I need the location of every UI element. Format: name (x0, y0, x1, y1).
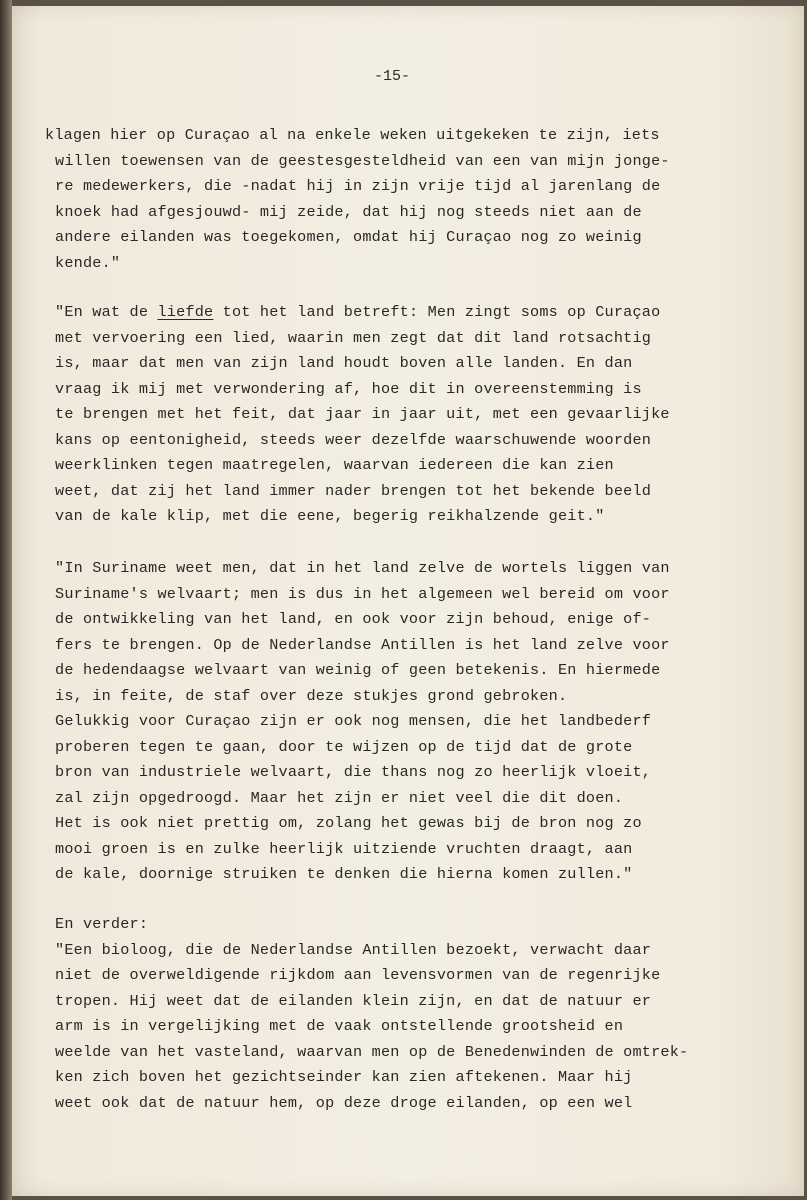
underlined-word: liefde (157, 303, 214, 321)
text-line: andere eilanden was toegekomen, omdat hij Curaçao nog zo weinig (55, 228, 642, 246)
text-line: fers te brengen. Op de Nederlandse Antillen is het land zelve voor (55, 635, 670, 654)
text-line: is, in feite, de staf over deze stukjes grond gebroken. (55, 686, 568, 705)
paragraph-3 (55, 558, 670, 883)
text-line-with-underline: "En wat de liefde tot het land betreft: Men zingt soms op Curaçao (55, 303, 661, 321)
page-number: -15- (373, 68, 410, 85)
text-line: proberen tegen te gaan, door te wijzen op de tijd dat de grote (55, 737, 633, 756)
text-line: mooi groen is en zulke heerlijk uitziende vruchten draagt, aan (55, 839, 633, 858)
text-line: "Een bioloog, die de Nederlandse Antillen bezoekt, verwacht daar (55, 940, 652, 959)
text-line: de hedendaagse welvaart van weinig of geen betekenis. En hiermede (55, 661, 661, 679)
text-line: Gelukkig voor Curaçao zijn er ook nog mensen, die het landbederf (55, 712, 652, 730)
text-line: knoek had afgesjouwd- mij zeide, dat hij nog steeds niet aan de (55, 202, 642, 221)
text-line: Het is ook niet prettig om, zolang het gewas bij de bron nog zo (55, 814, 642, 832)
text-line: de ontwikkeling van het land, en ook voor zijn behoud, enige of- (55, 610, 652, 628)
text-line: klagen hier op Curaçao al na enkele weken uitgekeken te zijn, iets (45, 126, 660, 144)
text-line: En verder: (55, 915, 149, 933)
text-line: ken zich boven het gezichtseinder kan zien aftekenen. Maar hij (55, 1068, 633, 1086)
text-line: weelde van het vasteland, waarvan men op de Benedenwinden de omtrek- (55, 1042, 689, 1061)
text-line: is, maar dat men van zijn land houdt boven alle landen. En dan (55, 354, 633, 372)
text-line: bron van industriele welvaart, die thans nog zo heerlijk vloeit, (55, 763, 652, 781)
text-line: zal zijn opgedroogd. Maar het zijn er niet veel die dit doen. (55, 788, 624, 807)
text-line: weet, dat zij het land immer nader brengen tot het bekende beeld (55, 481, 652, 500)
text-line: kans op eentonigheid, steeds weer dezelfde waarschuwende woorden (55, 430, 652, 449)
paragraph-4 (55, 914, 689, 1112)
paragraph-1 (45, 125, 670, 272)
text-line: willen toewensen van de geestesgesteldheid van een van mijn jonge- (55, 151, 670, 170)
text-line: met vervoering een lied, waarin men zegt dat dit land rotsachtig (55, 328, 652, 347)
paragraph-2 (55, 302, 670, 525)
text-line: weerklinken tegen maatregelen, waarvan iedereen die kan zien (55, 456, 614, 474)
book-binding-edge (0, 0, 12, 1200)
text-line: arm is in vergelijking met de vaak ontstellende grootsheid en (55, 1017, 624, 1035)
text-line: de kale, doornige struiken te denken die hierna komen zullen." (55, 865, 633, 883)
text-line: vraag ik mij met verwondering af, hoe dit in overeenstemming is (55, 379, 642, 398)
text-line: Suriname's welvaart; men is dus in het algemeen wel bereid om voor (55, 584, 670, 603)
text-line: "In Suriname weet men, dat in het land zelve de wortels liggen van (55, 559, 670, 577)
text-line: te brengen met het feit, dat jaar in jaar uit, met een gevaarlijke (55, 405, 670, 423)
text-line: niet de overweldigende rijkdom aan levensvormen van de regenrijke (55, 966, 661, 984)
text-line: kende." (55, 253, 121, 272)
typed-page (12, 6, 804, 1196)
text-line: van de kale klip, met die eene, begerig reikhalzende geit." (55, 507, 605, 525)
text-line: tropen. Hij weet dat de eilanden klein zijn, en dat de natuur er (55, 991, 652, 1010)
text-line: re medewerkers, die -nadat hij in zijn vrije tijd al jarenlang de (55, 177, 661, 195)
text-line: weet ook dat de natuur hem, op deze droge eilanden, op een wel (55, 1093, 633, 1112)
